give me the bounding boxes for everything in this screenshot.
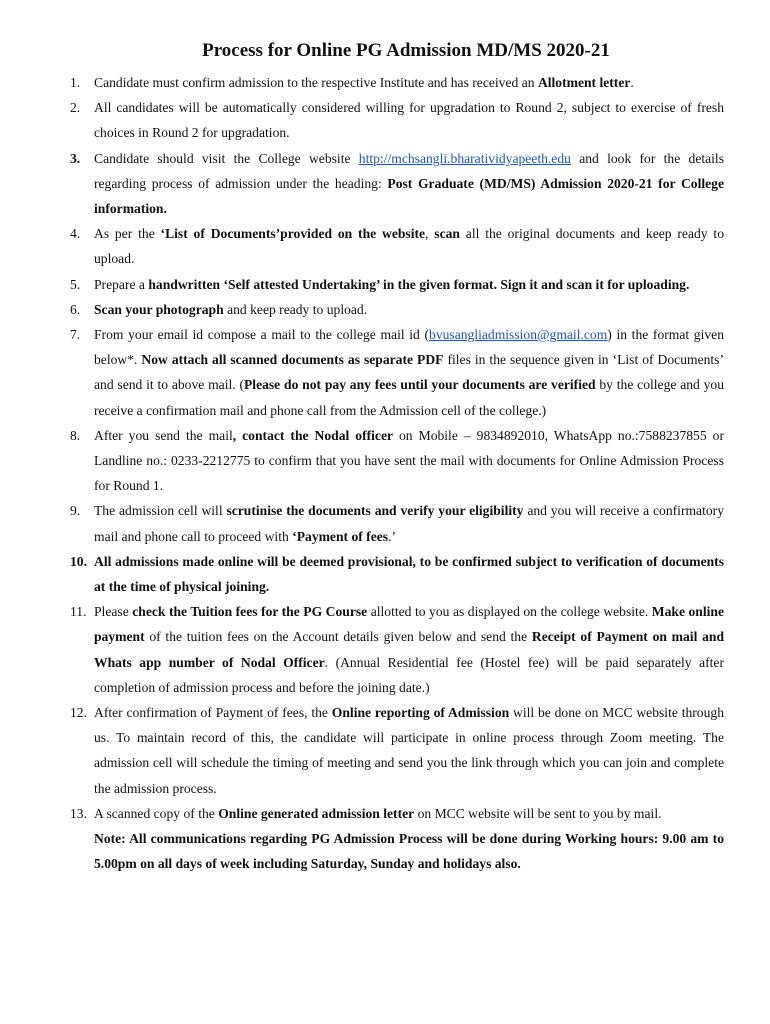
list-item-number: 4. (70, 226, 81, 242)
text: ) in the format given below*. (94, 327, 724, 368)
list-item (70, 70, 724, 95)
list-item (70, 700, 724, 801)
list-item-number: 12. (70, 705, 87, 721)
text: on MCC website will be sent to you by mail. (414, 805, 662, 821)
bold-text: ‘Payment of fees (292, 528, 389, 544)
text: Candidate must confirm admission to the respective Institute and has received an (94, 75, 538, 90)
text: and look for the details regarding process of admission under the heading: (94, 150, 725, 191)
bold-text: Please do not pay any fees until your documents are verified (243, 377, 596, 393)
list-item-number: 9. (70, 503, 81, 519)
bold-text: ‘List of Documents’provided on the website (160, 226, 426, 242)
text: . (630, 75, 634, 90)
text: All candidates will be automatically considered willing for upgradation to Round 2, subject to exercise of fresh choices in Round 2 for upgradation. (94, 100, 724, 141)
list-item (70, 146, 724, 222)
list-item (70, 599, 724, 700)
text: , (425, 226, 435, 242)
list-item-number: 1. (70, 75, 81, 90)
text: From your email id compose a mail to the college mail id ( (94, 327, 430, 343)
bold-text: handwritten ‘Self attested Undertaking’ in the given format. Sign it and scan it for uploading. (148, 276, 690, 292)
link[interactable]: http://mchsangli.bharatividyapeeth.edu (358, 150, 571, 166)
text: . (Annual Residential fee (Hostel fee) will be paid separately after completion of admission process and before the joining date.) (94, 654, 724, 695)
bold-text: scan (434, 226, 460, 242)
text: by the college and you receive a confirmation mail and phone call from the Admission cell of the college.) (94, 377, 725, 418)
bold-text: Online reporting of Admission (331, 705, 510, 721)
text: allotted to you as displayed on the college website. (367, 604, 652, 620)
list-item-number: 6. (70, 301, 81, 317)
list-item (70, 272, 724, 297)
text: and you will receive a confirmatory mail and phone call to proceed with (94, 503, 724, 544)
text: Please (94, 604, 133, 620)
text: of the tuition fees on the Account details given below and send the (144, 629, 532, 645)
list-item-number: 2. (70, 100, 81, 116)
text: .’ (388, 528, 396, 544)
bold-text: Scan your photograph (94, 301, 224, 317)
note-paragraph: Note: All communications regarding PG Admission Process will be done during Working hours: 9.00 am to 5.00pm on all days of week including Saturday, Sunday and holidays also. (94, 831, 724, 872)
text: After confirmation of Payment of fees, the (94, 705, 332, 721)
text: on Mobile – 9834892010, WhatsApp no.:7588237855 or Landline no.: 0233-2212775 to confirm that you have sent the mail with documents for Online Admission Process for Round 1. (94, 427, 724, 494)
text: Candidate should visit the College website (94, 150, 359, 166)
text: Prepare a (94, 276, 149, 292)
list-item (70, 221, 724, 271)
list-item-number: 11. (70, 604, 87, 620)
bold-text: Allotment letter (537, 75, 631, 90)
bold-text: Post Graduate (MD/MS) Admission 2020-21 for College information. (94, 175, 724, 217)
bold-text: , contact the Nodal officer (232, 427, 394, 443)
list-item (70, 549, 724, 599)
link[interactable]: bvusangliadmission@gmail.com (429, 327, 608, 343)
text: The admission cell will (94, 503, 227, 519)
list-item (70, 423, 724, 499)
list-item (70, 498, 724, 548)
bold-text: Make online payment (94, 604, 724, 645)
text: all the original documents and keep ready to upload. (94, 226, 724, 267)
list-item (70, 297, 724, 322)
list-item-number: 13. (70, 805, 87, 821)
bold-text: Online generated admission letter (218, 805, 415, 821)
list-item-number: 8. (70, 427, 81, 443)
text: files in the sequence given in ‘List of Documents’ and send it to above mail. ( (94, 352, 724, 393)
list-item-number: 3. (70, 150, 81, 166)
bold-text: scrutinise the documents and verify your eligibility (226, 503, 524, 519)
list-item-number: 10. (70, 553, 87, 569)
steps-list (70, 70, 724, 826)
text: and keep ready to upload. (223, 301, 368, 317)
text: After you send the mail (94, 427, 233, 443)
page-title: Process for Online PG Admission MD/MS 2020-21 (202, 40, 610, 61)
list-item-number: 5. (70, 276, 81, 292)
list-item-number: 7. (70, 327, 81, 343)
text: will be done on MCC website through us. To maintain record of this, the candidate will participate in online process through Zoom meeting. The admission cell will schedule the timing of meeting and send you the link through which you can join and complete the admission process. (94, 705, 724, 796)
text: A scanned copy of the (94, 805, 219, 821)
bold-text: Receipt of Payment on mail and Whats app number of Nodal Officer (94, 629, 725, 670)
bold-text: Now attach all scanned documents as separate PDF (141, 352, 444, 368)
list-item (70, 801, 724, 826)
bold-text: check the Tuition fees for the PG Course (132, 604, 368, 620)
list-item (70, 95, 724, 145)
list-item (70, 322, 724, 423)
bold-text: All admissions made online will be deemed provisional, to be confirmed subject to verification of documents at the time of physical joining. (94, 553, 724, 595)
text: As per the (94, 226, 161, 242)
